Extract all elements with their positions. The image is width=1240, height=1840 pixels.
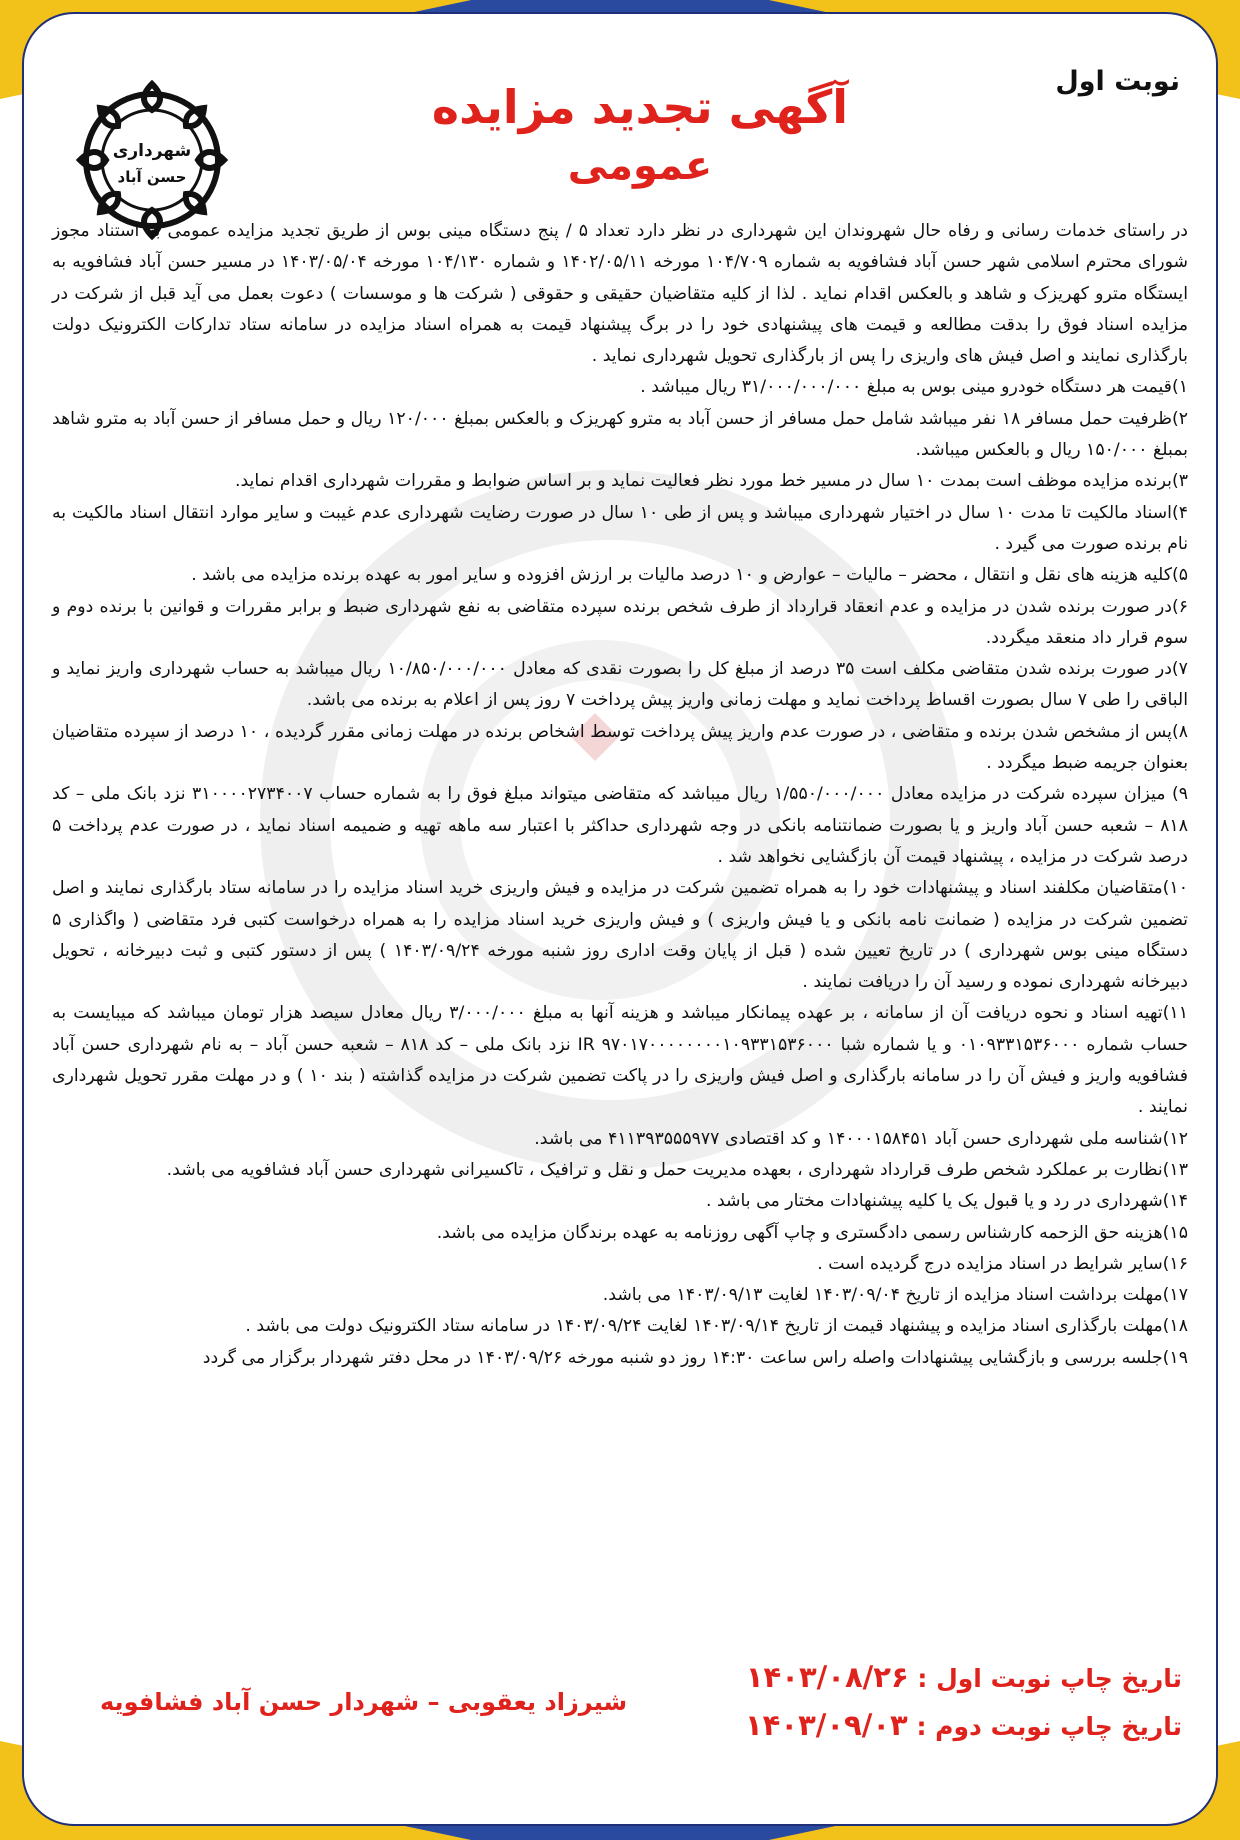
turn-label: نوبت اول: [1055, 66, 1180, 97]
clause-item: ۸)پس از مشخص شدن برنده و متقاضی ، در صورت عدم واریز پیش پرداخت توسط اشخاص برنده در مهلت زمانی مقرر گردیده ، ۱۰ درصد از سپرده متقاضیان بعنوان جریمه ضبط میگردد .: [52, 721, 1188, 774]
logo-text-bottom: حسن آباد: [117, 168, 187, 186]
mayor-signature: شیرزاد یعقوبی – شهردار حسن آباد فشافویه: [100, 1688, 628, 1716]
second-print-date: [745, 1702, 1182, 1750]
clause-item: ۹) میزان سپرده شرکت در مزایده معادل ۱/۵۵۰/۰۰۰/۰۰۰ ریال میباشد که متقاضی میتواند مبلغ فوق را به شماره حساب ۳۱۰۰۰۰۲۷۳۴۰۰۷ نزد بانک ملی – کد ۸۱۸ – شعبه حسن آباد واریز و یا بصورت ضمانتنامه بانکی در وجه شهرداری حداکثر با اعتبار سه ماهه تهیه و ضمیمه اسناد نماید ، در صورت عدم پرداخت ۵ درصد شرکت در مزایده ، پیشنهاد قیمت آن بازگشایی نخواهد شد .: [52, 784, 1189, 867]
notice-body: [52, 216, 1188, 1374]
clause-item: ۱۲)شناسه ملی شهرداری حسن آباد ۱۴۰۰۰۱۵۸۴۵۱ و کد اقتصادی ۴۱۱۳۹۳۵۵۵۹۷۷ می باشد.: [534, 1128, 1188, 1149]
intro-paragraph: در راستای خدمات رسانی و رفاه حال شهروندان این شهرداری در نظر دارد تعداد ۵ / پنج دستگاه مینی بوس از طریق تجدید مزایده عمومی به استناد مجوز شورای محترم اسلامی شهر حسن آباد فشافویه به شماره ۱۰۴/۷۰۹ مورخه ۱۴۰۲/۰۵/۱۱ و شماره ۱۰۴/۱۳۰ مورخه ۱۴۰۳/۰۵/۰۴ در مسیر حسن آباد فشافویه به ایستگاه مترو کهریزک و شاهد و بالعکس اقدام نماید . لذا از کلیه متقاضیان حقیقی و حقوقی ( شرکت ها و موسسات ) دعوت بعمل می آید قبل از شرکت در مزایده اسناد فوق را بدقت مطالعه و قیمت های پیشنهادی خود را در برگ پیشنهاد قیمت به همراه اسناد مزایده در سامانه ستاد تدارکات الکترونیک دولت بارگذاری نمایند و اصل فیش های واریزی را پس از بارگذاری تحویل شهرداری نماید .: [52, 221, 1188, 367]
clause-item: ۱۶)سایر شرایط در اسناد مزایده درج گردیده است .: [817, 1253, 1188, 1274]
first-print-value: ۱۴۰۳/۰۸/۲۶: [745, 1660, 909, 1694]
clause-item: ۶)در صورت برنده شدن در مزایده و عدم انعقاد قرارداد از طرف شخص برنده سپرده متقاضی به نفع شهرداری ضبط و برابر مقررات و قوانین با برنده دوم و سوم قرار داد منعقد میگردد.: [52, 596, 1188, 648]
clause-item: ۱)قیمت هر دستگاه خودرو مینی بوس به مبلغ ۳۱/۰۰۰/۰۰۰/۰۰۰ ریال میباشد .: [640, 377, 1188, 398]
clause-item: ۲)ظرفیت حمل مسافر ۱۸ نفر میباشد شامل حمل مسافر از حسن آباد به مترو کهریزک و بالعکس بمبلغ ۱۲۰/۰۰۰ ریال و حمل مسافر از حسن آباد به مترو شاهد بمبلغ ۱۵۰/۰۰۰ ریال و بالعکس میباشد.: [52, 408, 1189, 461]
first-print-label: تاریخ چاپ نوبت اول :: [917, 1664, 1182, 1693]
clause-item: ۴)اسناد مالکیت تا مدت ۱۰ سال در اختیار شهرداری میباشد و پس از طی ۱۰ سال در صورت رضایت شهرداری عدم غیبت و سایر موارد انتقال اسناد مالکیت به نام برنده صورت می گیرد .: [52, 502, 1188, 554]
print-dates: [745, 1654, 1182, 1750]
title-line-1: آگهی تجدید مزایده: [431, 80, 849, 134]
title-line-2: عمومی: [567, 143, 713, 189]
clause-item: ۳)برنده مزایده موظف است بمدت ۱۰ سال در مسیر خط مورد نظر فعالیت نماید و بر اساس ضوابط و مقررات شهرداری اقدام نماید.: [234, 471, 1188, 492]
clause-item: ۱۵)هزینه حق الزحمه کارشناس رسمی دادگستری و چاپ آگهی روزنامه به عهده برندگان مزایده می باشد.: [436, 1222, 1188, 1243]
logo-text-top: شهرداری: [112, 141, 192, 161]
second-print-value: ۱۴۰۳/۰۹/۰۳: [744, 1708, 908, 1742]
second-print-label: تاریخ چاپ نوبت دوم :: [916, 1712, 1182, 1741]
clause-item: ۵)کلیه هزینه های نقل و انتقال ، محضر – مالیات – عوارض و ۱۰ درصد مالیات بر ارزش افزوده و سایر امور به عهده برنده مزایده می باشد .: [191, 565, 1188, 586]
clause-item: ۱۸)مهلت بارگذاری اسناد مزایده و پیشنهاد قیمت از تاریخ ۱۴۰۳/۰۹/۱۴ لغایت ۱۴۰۳/۰۹/۲۴ در سامانه ستاد الکترونیک دولت می باشد .: [245, 1316, 1188, 1337]
first-print-date: [745, 1654, 1182, 1702]
clause-item: ۱۹)جلسه بررسی و بازگشایی پیشنهادات واصله راس ساعت ۱۴:۳۰ روز دو شنبه مورخه ۱۴۰۳/۰۹/۲۶ در محل دفتر شهردار برگزار می گردد: [202, 1347, 1188, 1368]
clause-item: ۱۷)مهلت برداشت اسناد مزایده از تاریخ ۱۴۰۳/۰۹/۰۴ لغایت ۱۴۰۳/۰۹/۱۳ می باشد.: [602, 1285, 1188, 1306]
clause-item: ۱۰)متقاضیان مکلفند اسناد و پیشنهادات خود را به همراه تضمین شرکت در مزایده و فیش واریزی خرید اسناد مزایده را در سامانه ستاد بارگذاری نمایند و اصل تضمین شرکت در مزایده ( ضمانت نامه بانکی و یا فیش واریزی ) و فیش واریزی خرید اسناد مزایده را به همراه درخواست کتبی فرد متقاضی ( واگذاری ۵ دستگاه مینی بوس شهرداری ) در تاریخ تعیین شده ( قبل از پایان وقت اداری روز شنبه مورخه ۱۴۰۳/۰۹/۲۴ ) پس از دستور کتبی و ثبت دبیرخانه ، تحویل دبیرخانه شهرداری نموده و رسید آن را دریافت نمایند .: [52, 878, 1188, 993]
clause-item: ۱۱)تهیه اسناد و نحوه دریافت آن از سامانه ، بر عهده پیمانکار میباشد و هزینه آنها به مبلغ ۳/۰۰۰/۰۰۰ ریال معادل سیصد هزار تومان میباشد که میبایست به حساب شماره ۰۱۰۹۳۳۱۵۳۶۰۰۰ و یا شماره شبا IR ۹۷۰۱۷۰۰۰۰۰۰۰۰۱۰۹۳۳۱۵۳۶۰۰۰ نزد بانک ملی – کد ۸۱۸ – شعبه حسن آباد – به نام شهرداری حسن آباد فشافویه واریز و فیش آن را در سامانه بارگذاری و اصل فیش واریزی را در پاکت تضمین شرکت در مزایده گذاشته ( بند ۱۰ ) و در مهلت مقرر تحویل شهرداری نمایند .: [52, 1003, 1189, 1118]
clause-item: ۱۳)نظارت بر عملکرد شخص طرف قرارداد شهرداری ، بعهده مدیریت حمل و نقل و ترافیک ، تاکسیرانی شهرداری حسن آباد فشافویه می باشد.: [166, 1159, 1188, 1180]
clause-item: ۱۴)شهرداری در رد و یا قبول یک یا کلیه پیشنهادات مختار می باشد .: [706, 1191, 1188, 1212]
clause-item: ۷)در صورت برنده شدن متقاضی مکلف است ۳۵ درصد از مبلغ کل را بصورت نقدی که معادل ۱۰/۸۵۰/۰۰۰/۰۰۰ ریال میباشد به حساب شهرداری واریز نماید و الباقی را طی ۷ سال بصورت اقساط پرداخت نماید و مهلت زمانی واریز پیش پرداخت ۷ روز پس از اعلام به برنده می باشد.: [52, 659, 1188, 711]
